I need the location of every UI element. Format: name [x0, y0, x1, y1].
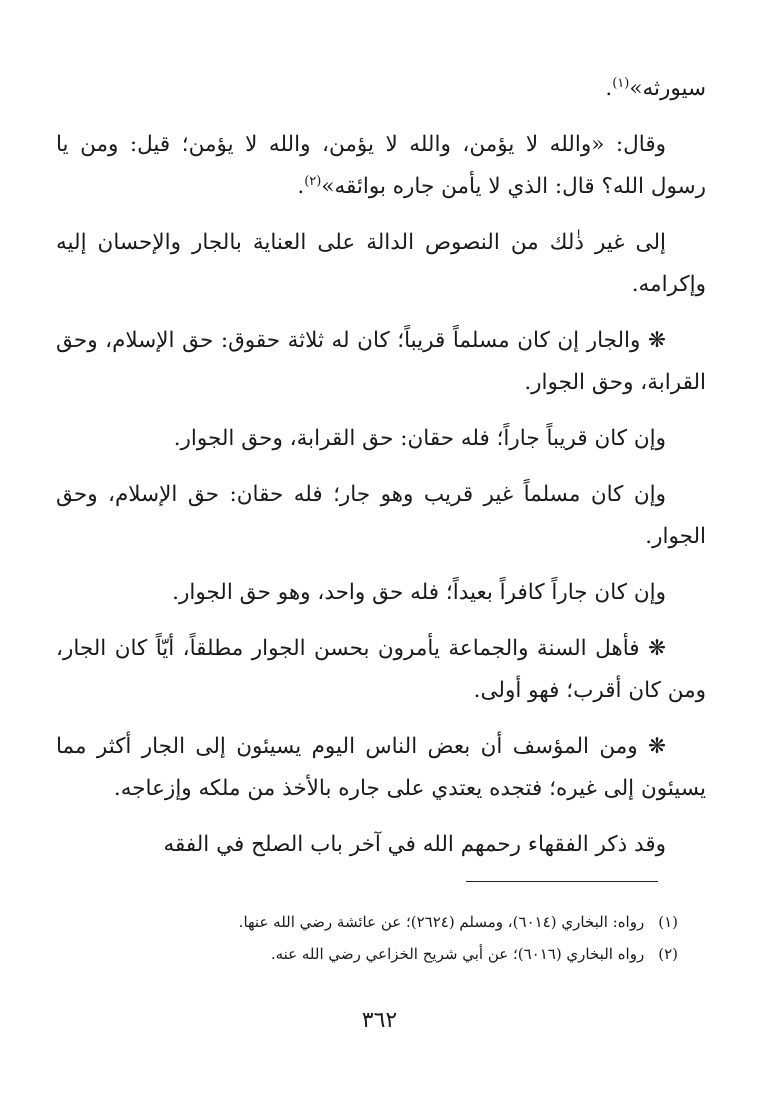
- paragraph-text: ❋ ومن المؤسف أن بعض الناس اليوم يسيئون إلى الجار أكثر مما يسيئون إلى غيره؛ فتجده يعتدي على جاره بالأخذ من ملكه وإزعاجه.: [56, 734, 706, 801]
- paragraph: [56, 418, 706, 460]
- paragraph-text: سيورثه»: [629, 76, 706, 101]
- paragraph-continuation: [56, 68, 706, 110]
- footnotes: [56, 906, 678, 970]
- paragraph-text: وإن كان مسلماً غير قريب وهو جار؛ فله حقان: حق الإسلام، وحق الجوار.: [56, 482, 706, 549]
- footnote-number: (١): [658, 913, 678, 931]
- footnote-ref: (٢): [304, 173, 322, 189]
- footnote-1: [56, 906, 678, 938]
- paragraph: [56, 628, 706, 712]
- paragraph: [56, 474, 706, 558]
- footnote-number: (٢): [658, 945, 678, 963]
- paragraph-text: وقال: «والله لا يؤمن، والله لا يؤمن، والله لا يؤمن؛ قيل: ومن يا رسول الله؟ قال: الذي لا يأمن جاره بوائقه»: [56, 132, 706, 199]
- paragraph-end: .: [605, 76, 613, 101]
- paragraph-text: وقد ذكر الفقهاء رحمهم الله في آخر باب الصلح في الفقه: [163, 832, 666, 857]
- body-text: [56, 68, 706, 880]
- paragraph-text: ❋ والجار إن كان مسلماً قريباً؛ كان له ثلاثة حقوق: حق الإسلام، وحق القرابة، وحق الجوار.: [56, 328, 706, 395]
- page-number: ٣٦٢: [361, 1008, 398, 1033]
- paragraph: [56, 726, 706, 810]
- footnote-2: [56, 938, 678, 970]
- footnote-ref: (١): [612, 75, 630, 91]
- paragraph: [56, 824, 706, 866]
- footnote-divider: [466, 881, 658, 882]
- paragraph-text: وإن كان جاراً كافراً بعيداً؛ فله حق واحد، وهو حق الجوار.: [172, 580, 666, 605]
- paragraph-hadith: [56, 124, 706, 208]
- paragraph-end: .: [297, 174, 305, 199]
- paragraph: [56, 572, 706, 614]
- paragraph: [56, 320, 706, 404]
- paragraph-text: إلى غير ذٰلك من النصوص الدالة على العناية بالجار والإحسان إليه وإكرامه.: [56, 230, 706, 297]
- footnote-text: رواه: البخاري (٦٠١٤)، ومسلم (٢٦٢٤)؛ عن عائشة رضي الله عنها.: [238, 913, 645, 931]
- paragraph: [56, 222, 706, 306]
- footnote-text: رواه البخاري (٦٠١٦)؛ عن أبي شريح الخزاعي رضي الله عنه.: [270, 945, 645, 963]
- paragraph-text: ❋ فأهل السنة والجماعة يأمرون بحسن الجوار مطلقاً، أيّاً كان الجار، ومن كان أقرب؛ فهو أولى.: [56, 636, 706, 703]
- paragraph-text: وإن كان قريباً جاراً؛ فله حقان: حق القرابة، وحق الجوار.: [173, 426, 666, 451]
